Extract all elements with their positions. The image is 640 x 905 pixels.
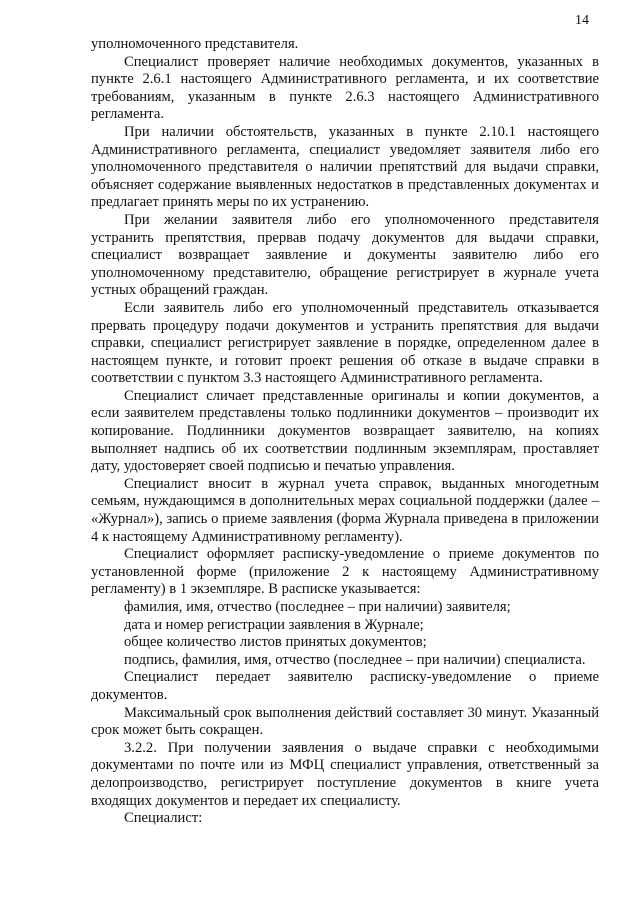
- document-body: [91, 36, 599, 828]
- paragraph-journal-entry: Специалист вносит в журнал учета справок, выданных многодетным семьям, нуждающимся в дополнительных мерах социальной поддержки (далее – «Журнал»), запись о приеме заявления (форма Журнала приведена в приложении 4 к настоящему Административному регламенту).: [91, 475, 599, 545]
- list-item-applicant-name: фамилия, имя, отчество (последнее – при наличии) заявителя;: [124, 599, 511, 615]
- paragraph-copy-verification: Специалист сличает представленные оригиналы и копии документов, а если заявителем представлены только подлинники документов – производит их копирование. Подлинники документов возвращает заявителю, на копиях выполняет надпись об их соответствии подлинным экземплярам, проставляет дату, удостоверяет своей подписью и печатью управления.: [91, 387, 599, 475]
- paragraph-interrupt-submission: При желании заявителя либо его уполномоченного представителя устранить препятствия, прервав подачу документов для выдачи справки, специалист возвращает заявление и документы заявителю либо его уполномоченному представителю, обращение регистрирует в журнале учета устных обращений граждан.: [91, 211, 599, 299]
- list-item-sheet-count: общее количество листов принятых документов;: [124, 634, 427, 651]
- paragraph-receipt-notice: Специалист оформляет расписку-уведомление о приеме документов по установленной форме (приложение 2 к настоящему Административному регламенту) в 1 экземпляре. В расписке указывается:: [91, 546, 599, 598]
- paragraph-document-check: Специалист проверяет наличие необходимых документов, указанных в пункте 2.6.1 настоящего Административного регламента, и их соответствие требованиям, указанным в пункте 2.6.3 настоящего Административного регламента.: [91, 53, 599, 123]
- paragraph-specialist: Специалист:: [124, 810, 203, 827]
- paragraph-continuation: уполномоченного представителя.: [91, 36, 299, 52]
- paragraph-max-duration: Максимальный срок выполнения действий составляет 30 минут. Указанный срок может быть сокращен.: [91, 704, 599, 739]
- paragraph-obstacles-notice: При наличии обстоятельств, указанных в пункте 2.10.1 настоящего Административного регламента, специалист уведомляет заявителя либо его уполномоченного представителя о наличии препятствий для выдачи справки, объясняет содержание выявленных недостатков в представленных документах и предлагает принять меры по их устранению.: [91, 123, 599, 211]
- paragraph-section-3-2-2: 3.2.2. При получении заявления о выдаче справки с необходимыми документами по почте или из МФЦ специалист управления, ответственный за делопроизводство, регистрирует поступление документов в книге учета входящих документов и передает их специалисту.: [91, 739, 599, 809]
- list-item-specialist-signature: подпись, фамилия, имя, отчество (последнее – при наличии) специалиста.: [124, 651, 586, 668]
- page-number: 14: [575, 13, 589, 28]
- list-item-registration-date: дата и номер регистрации заявления в Журнале;: [124, 616, 424, 633]
- paragraph-receipt-handover: Специалист передает заявителю расписку-уведомление о приеме документов.: [91, 669, 599, 703]
- paragraph-refusal-to-interrupt: Если заявитель либо его уполномоченный представитель отказывается прервать процедуру подачи документов и устранить препятствия для выдачи справки, специалист регистрирует заявление в порядке, определенном далее в настоящем пункте, и готовит проект решения об отказе в выдаче справки в соответствии с пунктом 3.3 настоящего Административного регламента.: [91, 299, 599, 387]
